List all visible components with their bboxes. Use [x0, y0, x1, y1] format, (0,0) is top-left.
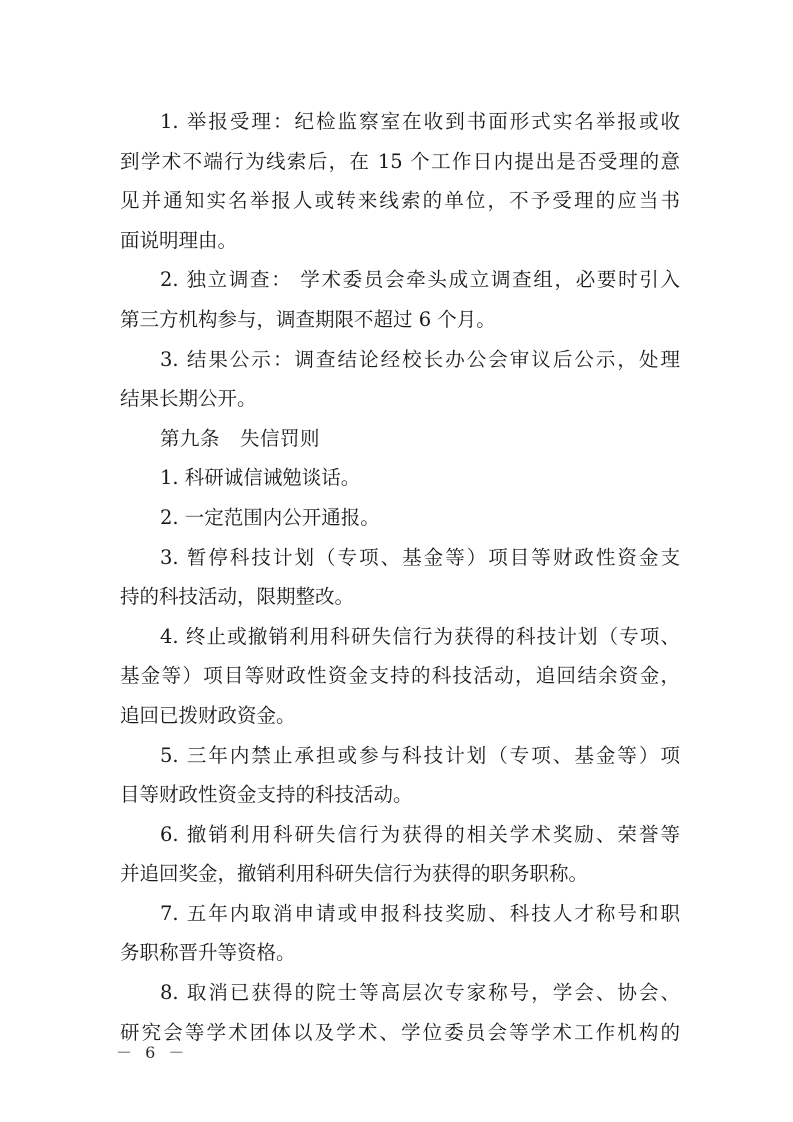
text-line: 4. 终止或撤销利用科研失信行为获得的科技计划（专项、: [160, 624, 680, 648]
text-line: 见并通知实名举报人或转来线索的单位，不予受理的应当书: [120, 189, 680, 213]
text-line: 并追回奖金，撤销利用科研失信行为获得的职务职称。: [120, 862, 589, 886]
text-line: 面说明理由。: [120, 228, 238, 252]
section-heading: 第九条 失信罚则: [160, 426, 321, 450]
text-line: 1. 科研诚信诫勉谈话。: [160, 466, 361, 490]
text-line: 5. 三年内禁止承担或参与科技计划（专项、基金等）项: [160, 743, 680, 767]
text-line: 追回已拨财政资金。: [120, 703, 296, 727]
page-number: － 6 －: [116, 1043, 189, 1062]
text-line: 3. 结果公示：调查结论经校长办公会审议后公示，处理: [160, 347, 680, 371]
text-line: 持的科技活动，限期整改。: [120, 585, 355, 609]
text-line: 务职称晋升等资格。: [120, 941, 296, 965]
text-line: 第三方机构参与，调查期限不超过 6 个月。: [120, 307, 496, 331]
text-line: 1. 举报受理：纪检监察室在收到书面形式实名举报或收: [160, 110, 680, 133]
text-line: 6. 撤销利用科研失信行为获得的相关学术奖励、荣誉等: [160, 822, 680, 846]
text-line: 到学术不端行为线索后，在 15 个工作日内提出是否受理的意: [120, 149, 680, 173]
text-line: 基金等）项目等财政性资金支持的科技活动，追回结余资金，: [120, 664, 680, 688]
text-line: 8. 取消已获得的院士等高层次专家称号，学会、协会、: [160, 981, 680, 1005]
text-line: 结果长期公开。: [120, 387, 257, 411]
text-line: 3. 暂停科技计划（专项、基金等）项目等财政性资金支: [160, 545, 680, 569]
document-body: [120, 102, 680, 1052]
text-line: 研究会等学术团体以及学术、学位委员会等学术工作机构的: [120, 1020, 680, 1044]
text-line: 7. 五年内取消申请或申报科技奖励、科技人才称号和职: [160, 901, 680, 925]
text-line: 目等财政性资金支持的科技活动。: [120, 783, 413, 807]
text-line: 2. 一定范围内公开通报。: [160, 505, 380, 529]
text-line: 2. 独立调查： 学术委员会牵头成立调查组，必要时引入: [160, 268, 680, 292]
